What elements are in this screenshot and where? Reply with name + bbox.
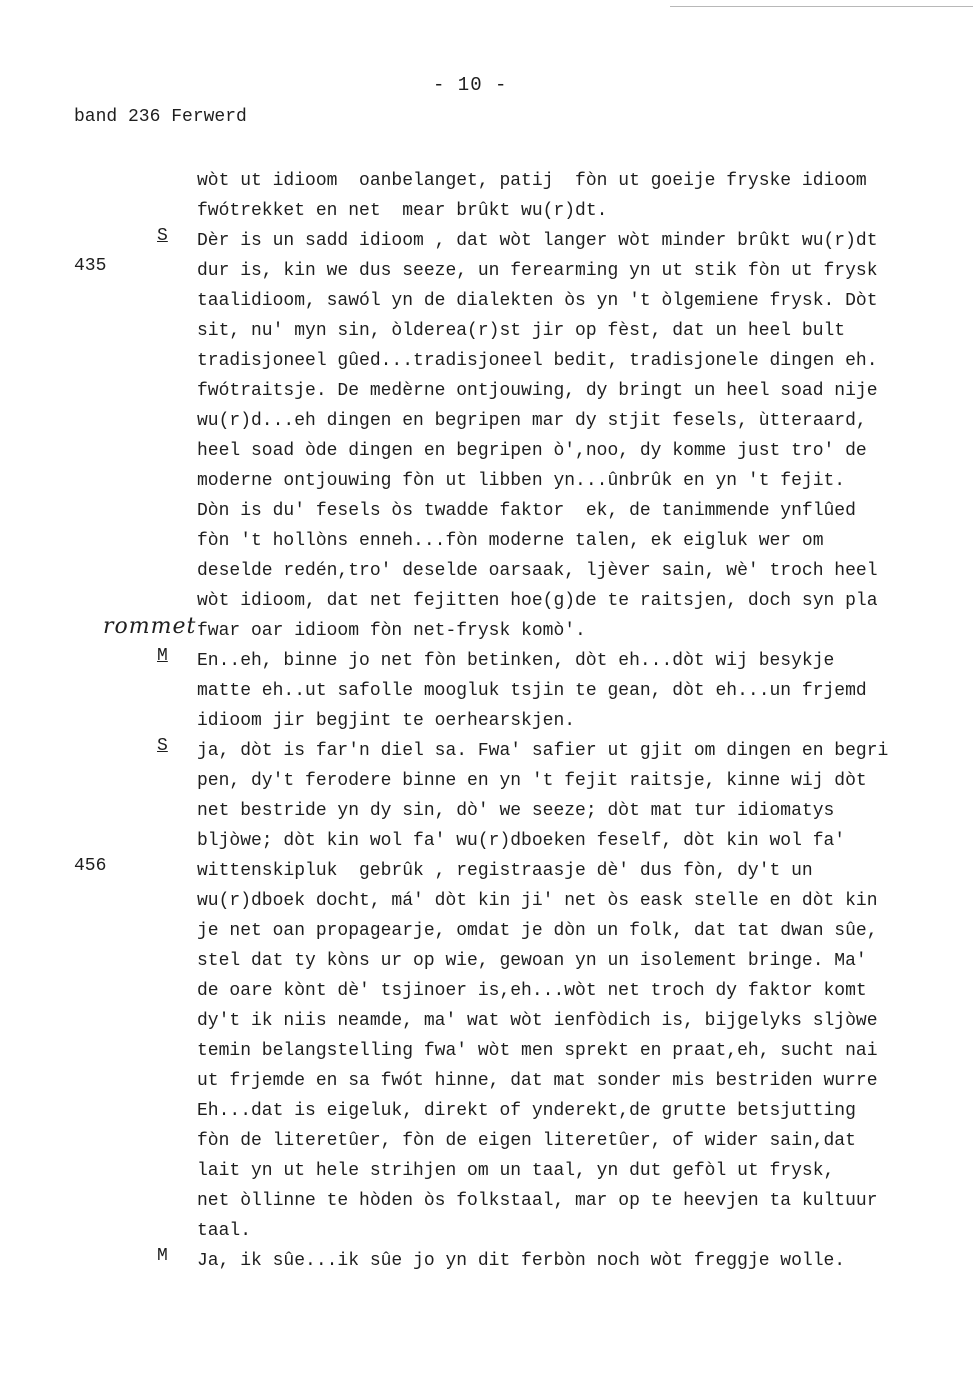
line-text: wòt idioom, dat net fejitten hoe(g)de te raitsjen, doch syn pla <box>197 591 878 611</box>
line-text: net bestride yn dy sin, dò' we seeze; dòt mat tur idiomatys <box>197 801 835 821</box>
page-header: band 236 Ferwerd <box>74 107 247 127</box>
line-text: pen, dy't ferodere binne en yn 't fejit raitsje, kinne wij dòt <box>197 771 867 791</box>
transcript-line <box>197 886 973 916</box>
line-text: deselde redén,tro' deselde oarsaak, ljèver sain, wè' troch heel <box>197 561 878 581</box>
line-text: fòn 't hollòns enneh...fòn moderne talen, ek eigluk wer om <box>197 531 824 551</box>
line-text: matte eh..ut safolle moogluk tsjin te gean, dòt eh...un frjemd <box>197 681 867 701</box>
transcript-line <box>197 406 973 436</box>
transcript-line <box>197 1096 973 1126</box>
line-text: Eh...dat is eigeluk, direkt of ynderekt,de grutte betsjutting <box>197 1101 856 1121</box>
speaker-marker: M <box>157 1246 168 1266</box>
transcript-line <box>157 226 973 256</box>
line-text: wòt ut idioom oanbelanget, patij fòn ut goeije fryske idioom <box>197 171 867 191</box>
transcript-line <box>197 706 973 736</box>
line-text: idioom jir begjint te oerhearskjen. <box>197 711 576 731</box>
line-text: wittenskipluk gebrûk , registraasje dè' dus fòn, dy't un <box>197 861 813 881</box>
transcript-line <box>74 256 973 286</box>
line-number: 435 <box>74 256 107 276</box>
transcript-line <box>197 1126 973 1156</box>
line-text: En..eh, binne jo net fòn betinken, dòt eh...dòt wij besykje <box>197 651 835 671</box>
line-text: fwótraitsje. De medèrne ontjouwing, dy bringt un heel soad nije <box>197 381 878 401</box>
line-text: fwótrekket en net mear brûkt wu(r)dt. <box>197 201 608 221</box>
speaker-marker: M <box>157 646 168 666</box>
line-text: net òllinne te hòden òs folkstaal, mar op te heevjen ta kultuur <box>197 1191 878 1211</box>
line-text: bljòwe; dòt kin wol fa' wu(r)dboeken feself, dòt kin wol fa' <box>197 831 846 851</box>
transcript-line <box>197 916 973 946</box>
line-text: fòn de literetûer, fòn de eigen literetûer, of wider sain,dat <box>197 1131 856 1151</box>
line-text: sit, nu' myn sin, òlderea(r)st jir op fèst, dat un heel bult <box>197 321 846 341</box>
transcript-line <box>197 376 973 406</box>
line-text: taal. <box>197 1221 252 1241</box>
transcript-line <box>157 1246 973 1276</box>
top-rule <box>670 6 973 7</box>
transcript-line <box>197 1186 973 1216</box>
line-text: moderne ontjouwing fòn ut libben yn...ûnbrûk en yn 't fejit. <box>197 471 846 491</box>
line-text: stel dat ty kòns ur op wie, gewoan yn un isolement bringe. Ma' <box>197 951 867 971</box>
page-number: - 10 - <box>433 74 508 96</box>
transcript-line <box>197 976 973 1006</box>
line-text: ja, dòt is far'n diel sa. Fwa' safier ut gjit om dingen en begri <box>197 741 889 761</box>
line-text: Dòn is du' fesels òs twadde faktor ek, de tanimmende ynflûed <box>197 501 856 521</box>
transcript-line <box>197 946 973 976</box>
transcript-line <box>197 166 973 196</box>
handwritten-margin-note: rommet <box>103 614 197 639</box>
transcript-line <box>197 676 973 706</box>
line-text: tradisjoneel gûed...tradisjoneel bedit, tradisjonele dingen eh. <box>197 351 878 371</box>
transcript-line <box>197 1036 973 1066</box>
line-text: je net oan propagearje, omdat je dòn un folk, dat tat dwan sûe, <box>197 921 878 941</box>
transcript-line <box>197 796 973 826</box>
line-text: wu(r)d...eh dingen en begripen mar dy stjit fesels, ùtteraard, <box>197 411 867 431</box>
transcript-line <box>74 856 973 886</box>
line-text: Ja, ik sûe...ik sûe jo yn dit ferbòn noch wòt freggje wolle. <box>197 1251 846 1271</box>
transcript-line <box>197 586 973 616</box>
line-text: Dèr is un sadd idioom , dat wòt langer wòt minder brûkt wu(r)dt <box>197 231 878 251</box>
transcript-body <box>74 166 973 1276</box>
line-text: lait yn ut hele strihjen om un taal, yn dut gefòl ut frysk, <box>197 1161 835 1181</box>
line-text: dy't ik niis neamde, ma' wat wòt ienfòdich is, bijgelyks sljòwe <box>197 1011 878 1031</box>
transcript-line <box>197 436 973 466</box>
transcript-line <box>197 346 973 376</box>
transcript-line <box>197 1006 973 1036</box>
transcript-line <box>197 496 973 526</box>
transcript-line <box>197 466 973 496</box>
line-text: wu(r)dboek docht, má' dòt kin ji' net òs eask stelle en dòt kin <box>197 891 878 911</box>
transcript-line <box>197 766 973 796</box>
line-text: heel soad òde dingen en begripen ò',noo, dy komme just tro' de <box>197 441 867 461</box>
line-text: dur is, kin we dus seeze, un ferearming yn ut stik fòn ut frysk <box>197 261 878 281</box>
line-text: temin belangstelling fwa' wòt men sprekt en praat,eh, sucht nai <box>197 1041 878 1061</box>
speaker-marker: S <box>157 226 168 246</box>
line-text: fwar oar idioom fòn net-frysk komò'. <box>197 621 586 641</box>
transcript-line <box>197 1066 973 1096</box>
transcript-line <box>103 614 973 646</box>
line-text: ut frjemde en sa fwót hinne, dat mat sonder mis bestriden wurre <box>197 1071 878 1091</box>
transcript-line <box>157 646 973 676</box>
transcript-line <box>197 316 973 346</box>
transcript-line <box>197 826 973 856</box>
transcript-line <box>157 736 973 766</box>
line-text: taalidioom, sawól yn de dialekten òs yn 't òlgemiene frysk. Dòt <box>197 291 878 311</box>
line-number: 456 <box>74 856 107 876</box>
transcript-line <box>197 526 973 556</box>
transcript-line <box>197 196 973 226</box>
transcript-line <box>197 1156 973 1186</box>
transcript-line <box>197 556 973 586</box>
speaker-marker: S <box>157 736 168 756</box>
transcript-line <box>197 286 973 316</box>
line-text: de oare kònt dè' tsjinoer is,eh...wòt net troch dy faktor komt <box>197 981 867 1001</box>
transcript-line <box>197 1216 973 1246</box>
